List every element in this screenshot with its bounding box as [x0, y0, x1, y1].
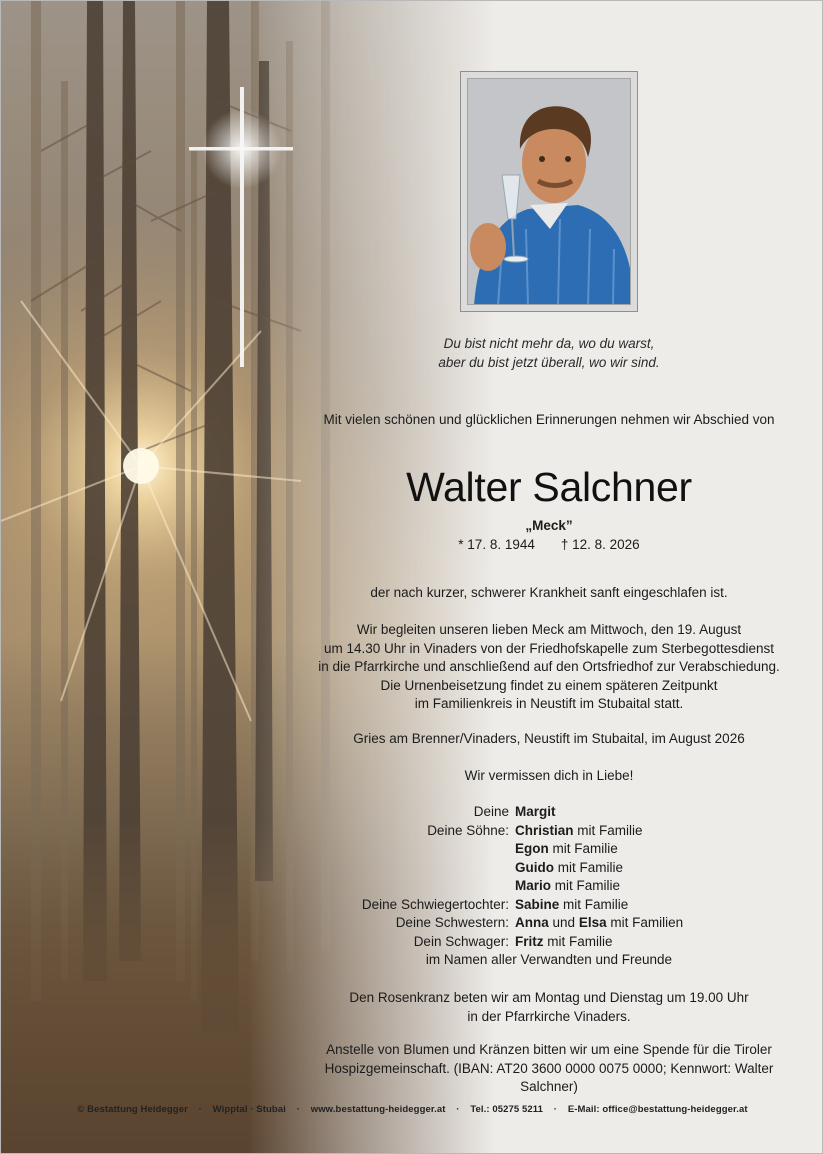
footer-company: © Bestattung Heidegger [77, 1104, 188, 1115]
family-row-closing [301, 951, 797, 970]
footer-email: E-Mail: office@bestattung-heidegger.at [567, 1104, 748, 1115]
son-name: Egon [515, 841, 549, 856]
son-suffix: mit Familie [577, 822, 643, 838]
life-dates [301, 536, 797, 554]
sisters-label: Deine Schwestern: [395, 915, 509, 930]
death-date: † 12. 8. 2026 [560, 537, 640, 552]
daughter-in-law-label: Deine Schwiegertochter: [361, 896, 509, 912]
donation-notice [301, 1041, 797, 1097]
quote-line-1: Du bist nicht mehr da, wo du warst, [443, 336, 655, 351]
son-suffix: mit Familie [552, 841, 618, 856]
sisters-joiner: und [552, 915, 576, 930]
donation-line: Hospizgemeinschaft. (IBAN: AT20 3600 0000 0075 0000; Kennwort: Walter Salchner) [324, 1060, 774, 1094]
intro-text: Mit vielen schönen und glücklichen Erinnerungen nehmen wir Abschied von [323, 412, 775, 427]
donation-line: Anstelle von Blumen und Kränzen bitten wir um eine Spende für die Tiroler [326, 1042, 772, 1057]
wife-label: Deine [473, 804, 509, 819]
brother-in-law-suffix: mit Familie [547, 933, 613, 949]
family-row-brother-in-law [301, 933, 797, 952]
funeral-line: in die Pfarrkirche und anschließend auf den Ortsfriedhof zur Verabschiedung. [318, 659, 780, 674]
deceased-name: Walter Salchner [406, 464, 692, 510]
son-name: Christian [515, 822, 574, 838]
quote-line-2: aber du bist jetzt überall, wo wir sind. [438, 354, 660, 370]
wife-name: Margit [515, 804, 556, 819]
footer-region: Wipptal · Stubai [212, 1104, 286, 1115]
footer-imprint [1, 1104, 823, 1115]
sister-name: Anna [515, 915, 549, 930]
portrait-frame [460, 71, 638, 312]
cross-icon [1, 1, 823, 1154]
family-row-son [301, 822, 797, 841]
funeral-line: Wir begleiten unseren lieben Meck am Mittwoch, den 19. August [356, 622, 742, 637]
family-row-son [301, 877, 797, 896]
rosary-line: in der Pfarrkirche Vinaders. [467, 1008, 631, 1024]
son-name: Mario [515, 878, 552, 893]
funeral-line: im Familienkreis in Neustift im Stubaital statt. [414, 696, 684, 711]
family-row-son [301, 859, 797, 878]
place-and-date: Gries am Brenner/Vinaders, Neustift im Stubaital, im August 2026 [353, 731, 745, 746]
son-name: Guido [515, 859, 554, 875]
footer-separator: · [198, 1104, 202, 1115]
family-row-wife [301, 803, 797, 822]
birth-date: * 17. 8. 1944 [458, 537, 535, 552]
son-suffix: mit Familie [554, 878, 621, 893]
footer-separator: · [456, 1104, 460, 1115]
sons-label: Deine Söhne: [427, 822, 509, 838]
brother-in-law-name: Fritz [515, 933, 544, 949]
funeral-details [301, 621, 797, 714]
miss-line: Wir vermissen dich in Liebe! [464, 768, 634, 783]
rosary-line: Den Rosenkranz beten wir am Montag und Dienstag um 19.00 Uhr [349, 990, 749, 1005]
daughter-in-law-name: Sabine [515, 896, 560, 912]
memorial-quote [301, 335, 797, 372]
deceased-nickname: „Meck” [525, 518, 573, 533]
rosary-notice [301, 989, 797, 1026]
sisters-suffix: mit Familien [610, 915, 684, 930]
passing-line: der nach kurzer, schwerer Krankheit sanft eingeschlafen ist. [370, 585, 728, 600]
family-row-sisters [301, 914, 797, 933]
family-row-daughter-in-law [301, 896, 797, 915]
son-suffix: mit Familie [557, 859, 624, 875]
footer-separator: · [553, 1104, 558, 1115]
daughter-in-law-suffix: mit Familie [563, 896, 629, 912]
family-row-son [301, 840, 797, 859]
funeral-line: um 14.30 Uhr in Vinaders von der Friedhofskapelle zum Sterbegottesdienst [323, 640, 774, 656]
brother-in-law-label: Dein Schwager: [413, 933, 509, 949]
footer-separator: · [296, 1104, 300, 1115]
family-list [301, 803, 797, 970]
sister-name: Elsa [578, 915, 607, 930]
funeral-line: Die Urnenbeisetzung findet zu einem späteren Zeitpunkt [380, 677, 718, 693]
footer-phone: Tel.: 05275 5211 [470, 1104, 544, 1115]
footer-website: www.bestattung-heidegger.at [310, 1104, 446, 1115]
family-closing: im Namen aller Verwandten und Freunde [425, 952, 673, 967]
portrait-photo [467, 78, 631, 305]
